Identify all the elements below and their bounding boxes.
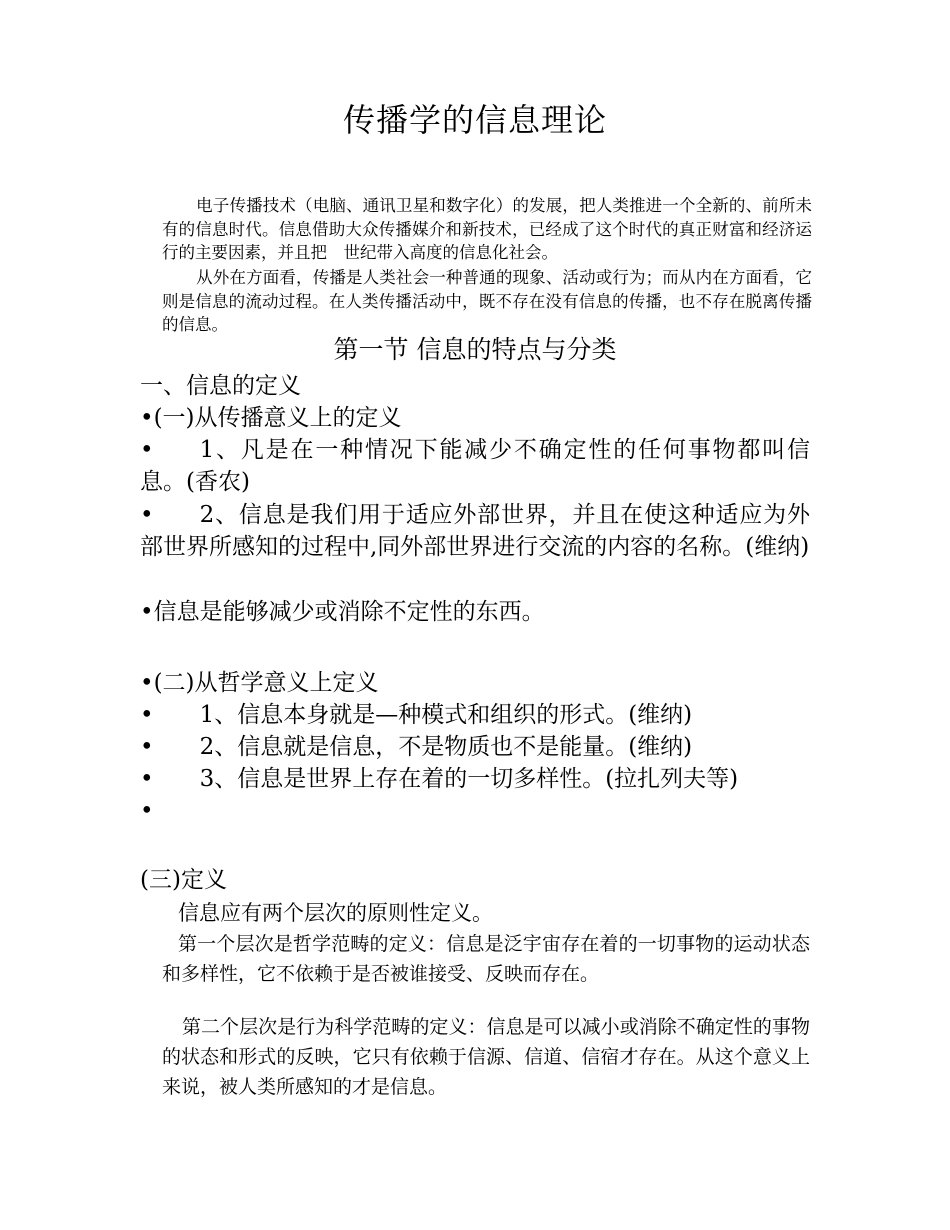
definition-lead: 信息应有两个层次的原则性定义。 bbox=[178, 901, 493, 925]
bullet-item-information-text: 2、信息就是信息，不是物质也不是能量。(维纳) bbox=[199, 734, 693, 760]
document-title: 传播学的信息理论 bbox=[342, 101, 607, 139]
intro-paragraph-1-text: 电子传播技术（电脑、通讯卫星和数字化）的发展，把人类推进一个全新的、前所未有的信息时代。信息借助大众传播媒介和新技术，已经成了这个时代的真正财富和经济运行的主要因素，并且把 世纪带入高度的信息化社会。 bbox=[162, 196, 812, 262]
bullet-item-diversity bbox=[140, 763, 810, 795]
bullet-dot: • bbox=[140, 766, 154, 792]
subheading-philosophy: •(二)从哲学意义上定义 bbox=[140, 670, 379, 696]
bullet-item-information bbox=[140, 731, 810, 763]
intro-paragraph-2 bbox=[162, 266, 812, 337]
bullet-dot: • bbox=[140, 702, 154, 728]
intro-paragraph-2-text: 从外在方面看，传播是人类社会一种普通的现象、活动或行为；而从内在方面看，它则是信息的流动过程。在人类传播活动中，既不存在没有信息的传播，也不存在脱离传播的信息。 bbox=[162, 268, 812, 334]
bullet-item-shannon-text: 1、凡是在一种情况下能减少不确定性的任何事物都叫信息。(香农) bbox=[140, 437, 810, 495]
subheading-definition: (三)定义 bbox=[140, 867, 227, 893]
empty-bullet: • bbox=[140, 798, 154, 824]
bullet-dot: • bbox=[140, 502, 154, 528]
bullet-item-pattern-text: 1、信息本身就是—种模式和组织的形式。(维纳) bbox=[199, 702, 693, 728]
heading-definition: 一、信息的定义 bbox=[140, 373, 301, 399]
bullet-item-wiener bbox=[140, 499, 810, 563]
bullet-item-wiener-text: 2、信息是我们用于适应外部世界，并且在使这种适应为外部世界所感知的过程中,同外部世界进行交流的内容的名称。(维纳) bbox=[140, 502, 810, 560]
bullet-item-diversity-text: 3、信息是世界上存在着的一切多样性。(拉扎列夫等) bbox=[199, 766, 739, 792]
definition-level-2: 第二个层次是行为科学范畴的定义：信息是可以减小或消除不确定性的事物的状态和形式的反映，它只有依赖于信源、信道、信宿才存在。从这个意义上来说，被人类所感知的才是信息。 bbox=[162, 1016, 810, 1098]
bullet-dot: • bbox=[140, 437, 154, 463]
subheading-communication: •(一)从传播意义上的定义 bbox=[140, 405, 402, 431]
intro-paragraph-1 bbox=[162, 194, 812, 265]
bullet-dot: • bbox=[140, 734, 154, 760]
summary-line: •信息是能够减少或消除不定性的东西。 bbox=[140, 599, 545, 625]
bullet-item-pattern bbox=[140, 699, 810, 731]
bullet-item-shannon bbox=[140, 434, 810, 498]
definition-level-1: 第一个层次是哲学范畴的定义：信息是泛宇宙存在着的一切事物的运动状态和多样性，它不依赖于是否被谁接受、反映而存在。 bbox=[162, 933, 810, 985]
section-title: 第一节 信息的特点与分类 bbox=[333, 335, 617, 364]
